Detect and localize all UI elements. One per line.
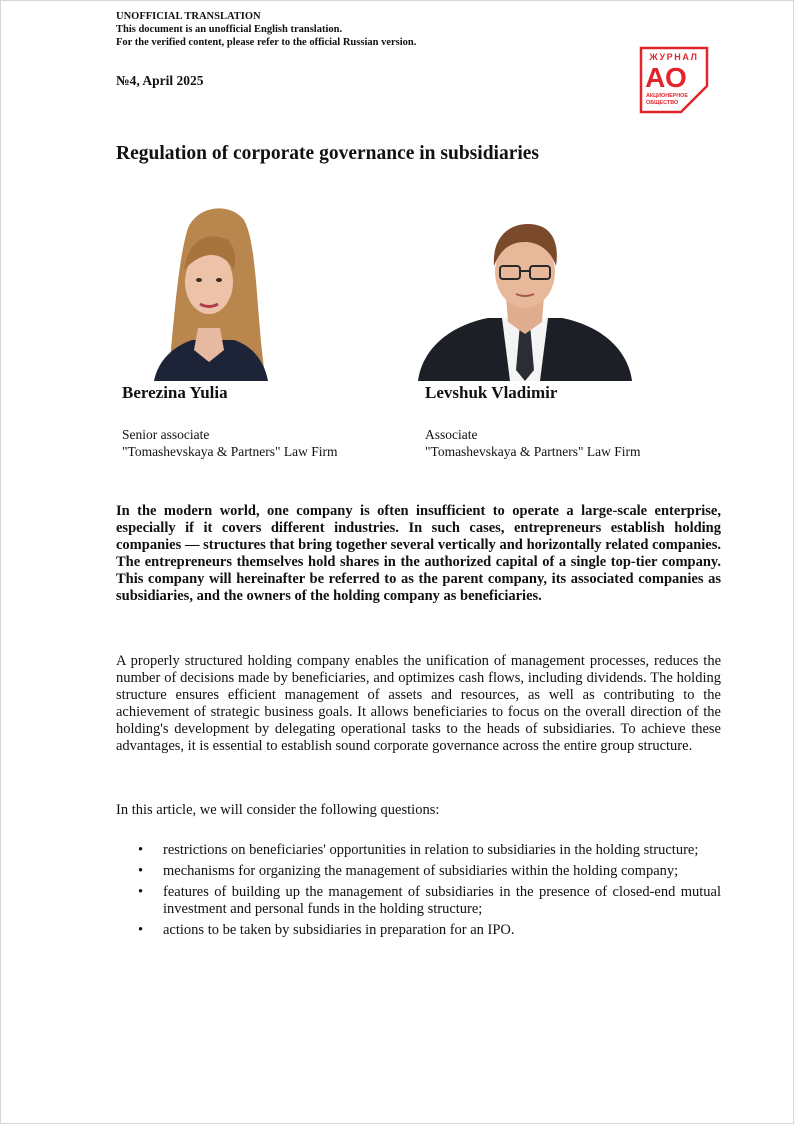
notice-line-3: For the verified content, please refer to the official Russian version.: [116, 37, 417, 48]
author-name-2: Levshuk Vladimir: [425, 383, 558, 402]
logo-sub-2: ОБЩЕСТВО: [646, 100, 679, 106]
journal-ao-logo: [639, 46, 709, 114]
list-item: • actions to be taken by subsidiaries in preparation for an IPO.: [116, 922, 721, 939]
logo-top-word: ЖУРНАЛ: [649, 52, 699, 62]
logo-letters: АО: [645, 62, 687, 93]
list-item: • restrictions on beneficiaries' opportunities in relation to subsidiaries in the holding structure;: [116, 842, 721, 859]
article-title: Regulation of corporate governance in subsidiaries: [116, 143, 540, 164]
author-name-1: Berezina Yulia: [122, 383, 228, 402]
list-item: • features of building up the management of subsidiaries in the presence of closed-end mutual investment and personal funds in the holding structure;: [116, 884, 721, 918]
list-item: • mechanisms for organizing the management of subsidiaries within the holding company;: [116, 863, 721, 880]
translation-notice: [116, 10, 416, 49]
lead-paragraph: In the modern world, one company is often insufficient to operate a large-scale enterprise, especially if it covers different industries. In such cases, entrepreneurs establish holding companies — structures that bring together several vertically and horizontally related companies. The entrepreneurs themselves hold shares in the authorized capital of a single top-tier company. This company will hereinafter be referred to as the parent company, its associated companies as subsidiaries, and the owners of the holding company as beneficiaries.: [116, 503, 721, 604]
author-role-1: [122, 426, 338, 460]
author-position-1: Senior associate: [122, 427, 210, 442]
notice-line-2: This document is an unofficial English translation.: [116, 24, 343, 35]
author-firm-2: "Tomashevskaya & Partners" Law Firm: [425, 444, 641, 459]
author-photo-berezina: [148, 200, 270, 381]
questions-intro: In this article, we will consider the following questions:: [116, 802, 440, 818]
author-role-2: [425, 426, 641, 460]
body-paragraph: A properly structured holding company enables the unification of management processes, reduces the number of decisions made by beneficiaries, and optimizes cash flows, including dividends. The holding structure ensures efficient management of assets and resources, as well as contributing to the achievement of strategic business goals. It allows beneficiaries to focus on the overall direction of the holding's development by delegating operational tasks to the heads of subsidiaries. To achieve these advantages, it is essential to establish sound corporate governance across the entire group structure.: [116, 653, 721, 754]
author-position-2: Associate: [425, 427, 478, 442]
issue-number: №4, April 2025: [116, 73, 204, 88]
notice-line-1: UNOFFICIAL TRANSLATION: [116, 11, 261, 22]
author-photo-levshuk: [418, 200, 632, 381]
author-firm-1: "Tomashevskaya & Partners" Law Firm: [122, 444, 338, 459]
questions-list: [116, 842, 721, 943]
logo-sub-1: АКЦИОНЕРНОЕ: [646, 93, 688, 99]
